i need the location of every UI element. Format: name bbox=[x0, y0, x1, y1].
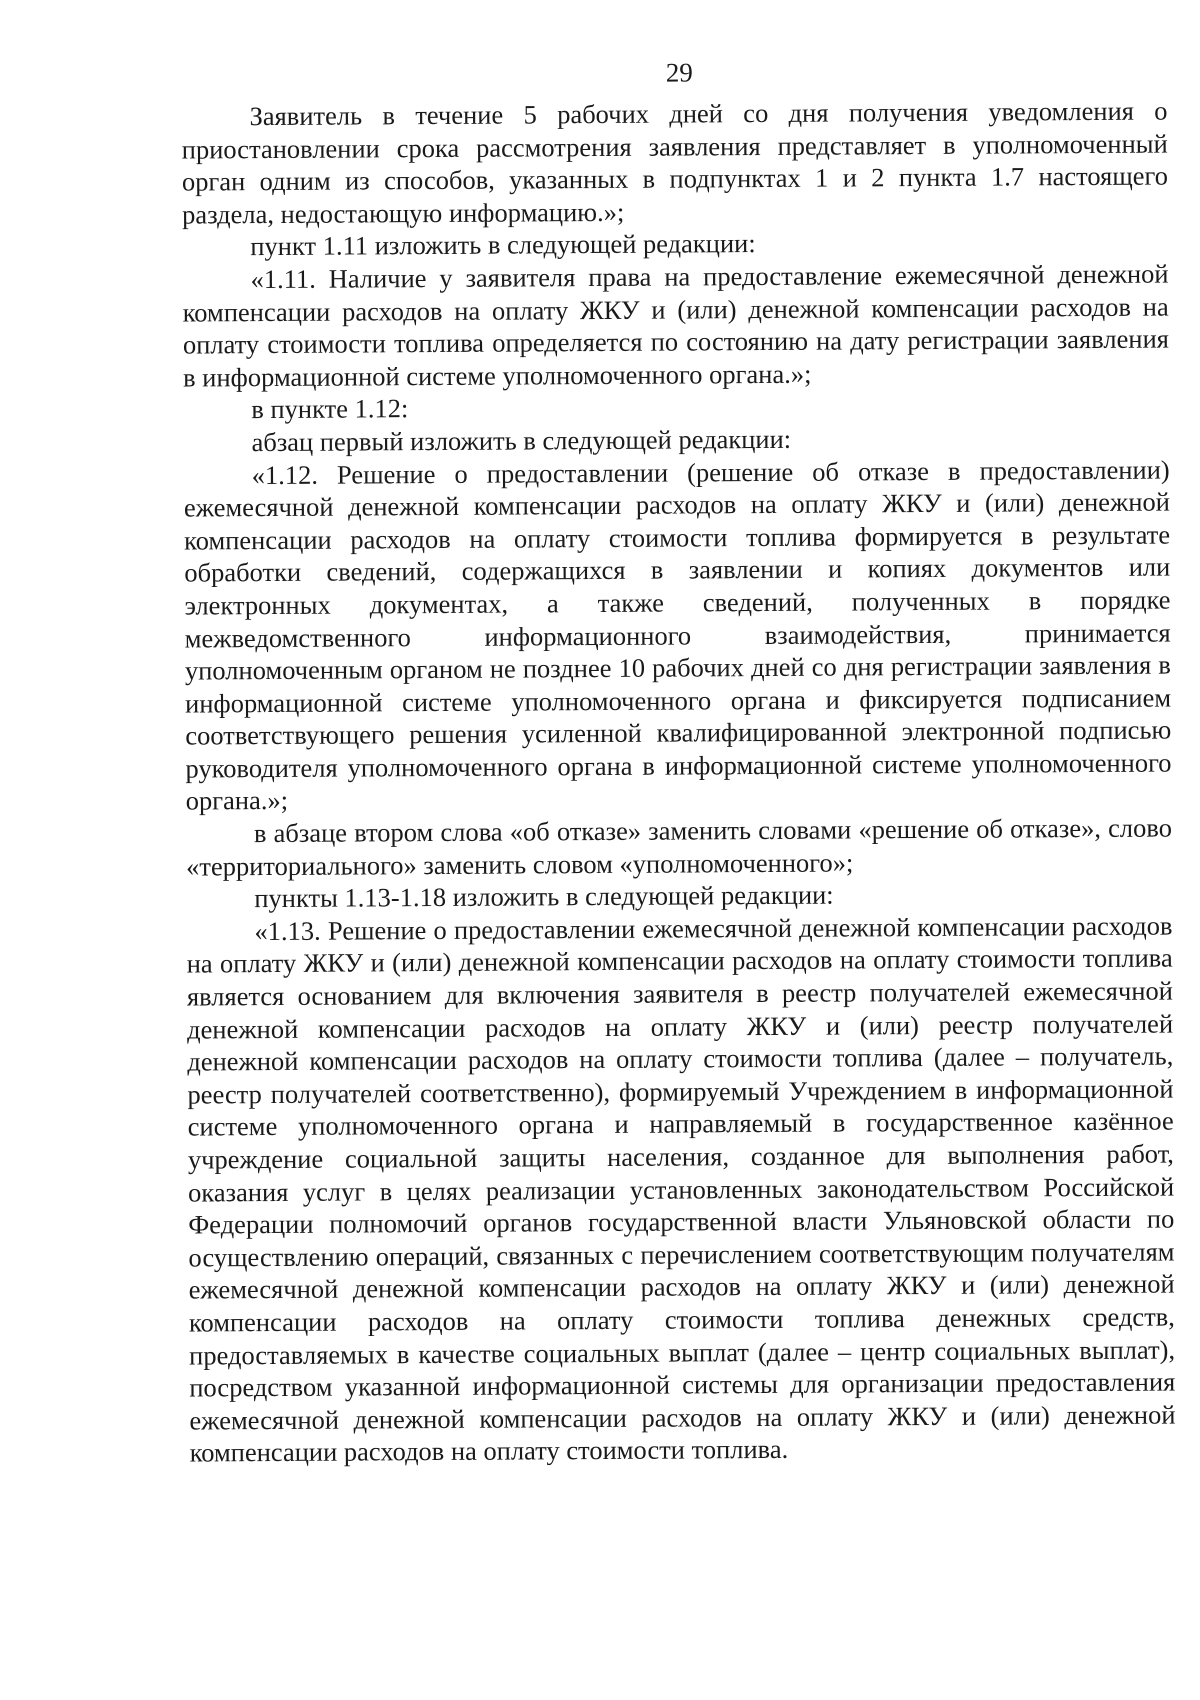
paragraph-items-1-13-1-18-instruction: пункты 1.13-1.18 изложить в следующей редакции: bbox=[254, 879, 834, 914]
paragraph-item-1-12-text: «1.12. Решение о предоставлении (решение об отказе в предоставлении) ежемесячной денежной компенсации расходов на оплату ЖКУ и (или) денежной компенсации расходов на оплату стоимости топлива формируется в результате обработки сведений, содержащихся в заявлении и копиях документов или электронных документах, а также сведений, полученных в порядке межведомственного информационного взаимодействия, принимается уполномоченным органом не позднее 10 рабочих дней со дня регистрации заявления в информационной системе уполномоченного органа и фиксируется подписанием соответствующего решения усиленной квалифицированной электронной подписью руководителя уполномоченного органа в информационной системе уполномоченного органа.»; bbox=[183, 454, 1172, 816]
paragraph-applicant-deadline: Заявитель в течение 5 рабочих дней со дня получения уведомления о приостановлении срока рассмотрения заявления представляет в уполномоченный орган одним из способов, указанных в подпунктах 1 и 2 пункта 1.7 настоящего раздела, недостающую информацию.»; bbox=[181, 95, 1168, 230]
page-number: 29 bbox=[665, 57, 693, 88]
paragraph-item-1-13-text: «1.13. Решение о предоставлении ежемесячной денежной компенсации расходов на оплату ЖКУ и (или) денежной компенсации расходов на оплату стоимости топлива является основанием для включения заявителя в реестр получателей ежемесячной денежной компенсации расходов на оплату ЖКУ и (или) реестр получателей денежной компенсации расходов на оплату стоимости топлива (далее – получатель, реестр получателей соответственно), формируемый Учреждением в информационной системе уполномоченного органа и направляемый в государственное казённое учреждение социальной защиты населения, созданное для выполнения работ, оказания услуг в целях реализации установленных законодательством Российской Федерации полномочий органов государственной власти Ульяновской области по осуществлению операций, связанных с перечислением соответствующим получателям ежемесячной денежной компенсации расходов на оплату ЖКУ и (или) денежной компенсации расходов на оплату стоимости топлива денежных средств, предоставляемых в качестве социальных выплат (далее – центр социальных выплат), посредством указанной информационной системы для организации предоставления ежемесячной денежной компенсации расходов на оплату ЖКУ и (или) денежной компенсации расходов на оплату стоимости топлива. bbox=[186, 910, 1176, 1468]
document-body bbox=[181, 95, 1175, 1470]
paragraph-item-1-12-heading: в пункте 1.12: bbox=[251, 393, 409, 425]
paragraph-item-1-11-instruction: пункт 1.11 изложить в следующей редакции: bbox=[250, 228, 756, 262]
paragraph-second-subparagraph-amendment: в абзаце втором слова «об отказе» заменить словами «решение об отказе», слово «территориального» заменить словом «уполномоченного»; bbox=[186, 812, 1172, 882]
paragraph-first-subparagraph-instruction: абзац первый изложить в следующей редакции: bbox=[251, 423, 792, 458]
paragraph-item-1-11-text: «1.11. Наличие у заявителя права на предоставление ежемесячной денежной компенсации расходов на оплату ЖКУ и (или) денежной компенсации расходов на оплату стоимости топлива определяется по состоянию на дату регистрации заявления в информационной системе уполномоченного органа.»; bbox=[182, 258, 1169, 393]
